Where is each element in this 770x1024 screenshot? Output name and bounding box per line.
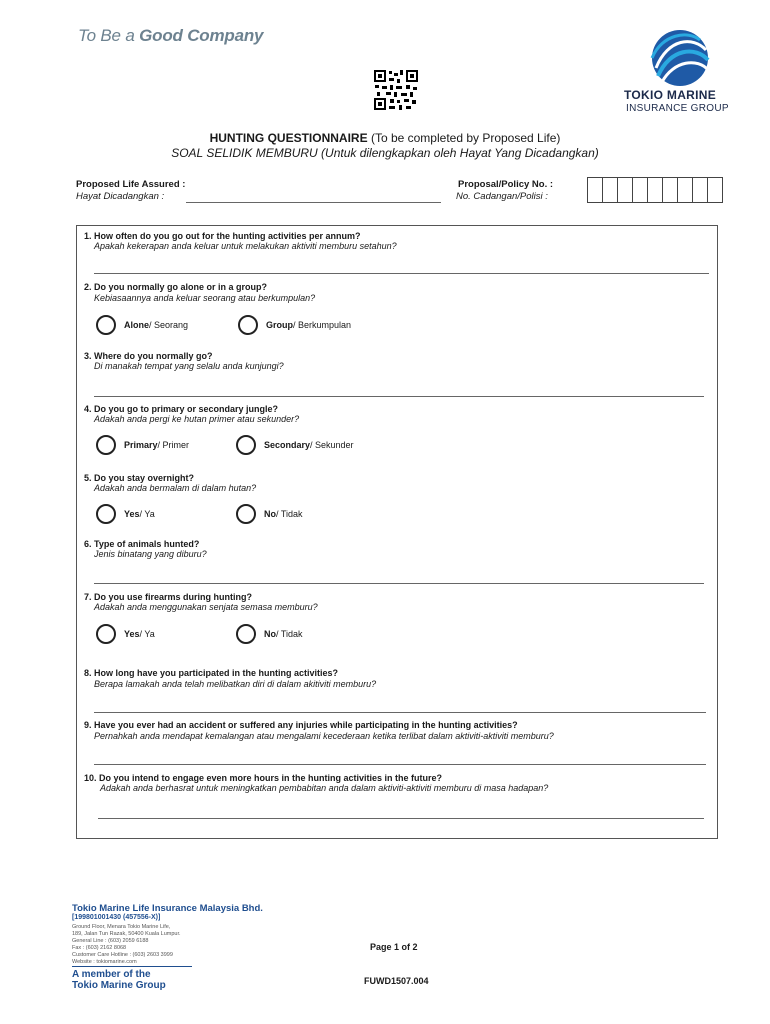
tokio-marine-logo-icon — [638, 28, 722, 92]
option-no-firearms[interactable]: No / Tidak — [236, 624, 303, 644]
answer-line-6[interactable] — [94, 583, 704, 584]
question-5: 5. Do you stay overnight? — [84, 473, 195, 483]
answer-line-10[interactable] — [98, 818, 704, 819]
radio-circle-icon[interactable] — [96, 435, 116, 455]
option-yes-overnight[interactable]: Yes / Ya — [96, 504, 155, 524]
radio-circle-icon[interactable] — [96, 315, 116, 335]
answer-line-9[interactable] — [94, 764, 706, 765]
policy-no-label: Proposal/Policy No. : — [458, 179, 554, 190]
option-secondary[interactable]: Secondary / Sekunder — [236, 435, 354, 455]
answer-line-1[interactable] — [94, 273, 709, 274]
policy-no-label-ms: No. Cadangan/Polisi : — [456, 191, 548, 202]
question-10: 10. Do you intend to engage even more hours in the hunting activities in the future? — [84, 773, 443, 783]
question-10-ms: Adakah anda berhasrat untuk meningkatkan pembabitan anda dalam aktiviti-aktiviti memburu di masa hadapan? — [100, 783, 549, 793]
question-4: 4. Do you go to primary or secondary jungle? — [84, 404, 279, 414]
radio-circle-icon[interactable] — [238, 315, 258, 335]
question-3-ms: Di manakah tempat yang selalu anda kunjungi? — [94, 361, 284, 371]
question-6-ms: Jenis binatang yang diburu? — [94, 549, 207, 559]
footer-company: Tokio Marine Life Insurance Malaysia Bhd. — [72, 903, 263, 914]
life-assured-label-ms: Hayat Dicadangkan : — [76, 191, 165, 202]
page-number: Page 1 of 2 — [370, 942, 418, 952]
life-assured-field[interactable] — [186, 202, 441, 203]
question-1-ms: Apakah kekerapan anda keluar untuk melakukan aktiviti memburu setahun? — [94, 241, 397, 251]
option-no-overnight[interactable]: No / Tidak — [236, 504, 303, 524]
question-8-ms: Berapa lamakah anda telah melibatkan diri di dalam akitiviti memburu? — [94, 679, 377, 689]
footer-registration: [199801001430 (457556-X)] — [72, 914, 161, 921]
footer-address: Ground Floor, Menara Tokio Marine Life, 189, Jalan Tun Razak, 50400 Kuala Lumpur. General Line : (603) 2059 6188 Fax : (603) 2162 8068 Customer Care Hotline : (603) 2603 3999 Website : tokiomarine.com — [72, 924, 181, 965]
answer-line-3[interactable] — [94, 396, 704, 397]
footer-member: A member of the Tokio Marine Group — [72, 969, 166, 991]
option-yes-firearms[interactable]: Yes / Ya — [96, 624, 155, 644]
question-4-ms: Adakah anda pergi ke hutan primer atau sekunder? — [94, 414, 300, 424]
question-3: 3. Where do you normally go? — [84, 351, 213, 361]
answer-line-8[interactable] — [94, 712, 706, 713]
question-1: 1. How often do you go out for the hunting activities per annum? — [84, 231, 361, 241]
question-2-ms: Kebiasaannya anda keluar seorang atau berkumpulan? — [94, 293, 316, 303]
question-5-ms: Adakah anda bermalam di dalam hutan? — [94, 483, 257, 493]
question-8: 8. How long have you participated in the hunting activities? — [84, 668, 339, 678]
question-7: 7. Do you use firearms during hunting? — [84, 592, 253, 602]
tagline: To Be a Good Company — [78, 26, 264, 45]
footer-divider — [72, 966, 192, 967]
option-primary[interactable]: Primary / Primer — [96, 435, 189, 455]
form-number: FUWD1507.004 — [364, 976, 429, 986]
option-alone[interactable]: Alone / Seorang — [96, 315, 188, 335]
policy-no-boxes[interactable] — [587, 177, 723, 203]
radio-circle-icon[interactable] — [236, 435, 256, 455]
logo-subline: INSURANCE GROUP — [626, 103, 729, 114]
question-9: 9. Have you ever had an accident or suffered any injuries while participating in the hunting activities? — [84, 720, 518, 730]
page-title: HUNTING QUESTIONNAIRE (To be completed by Proposed Life) — [209, 131, 561, 145]
question-9-ms: Pernahkah anda mendapat kemalangan atau mengalami kecederaan ketika terlibat dalam aktiviti-aktiviti memburu? — [94, 731, 554, 741]
radio-circle-icon[interactable] — [236, 504, 256, 524]
radio-circle-icon[interactable] — [236, 624, 256, 644]
question-2: 2. Do you normally go alone or in a group? — [84, 282, 268, 292]
radio-circle-icon[interactable] — [96, 504, 116, 524]
page-subtitle: SOAL SELIDIK MEMBURU (Untuk dilengkapkan oleh Hayat Yang Dicadangkan) — [171, 146, 599, 160]
question-7-ms: Adakah anda menggunakan senjata semasa memburu? — [94, 602, 318, 612]
option-group[interactable]: Group / Berkumpulan — [238, 315, 351, 335]
logo-wordmark: TOKIO MARINE — [624, 88, 717, 102]
qr-code-icon — [374, 70, 418, 110]
radio-circle-icon[interactable] — [96, 624, 116, 644]
life-assured-label: Proposed Life Assured : — [76, 179, 186, 190]
question-6: 6. Type of animals hunted? — [84, 539, 200, 549]
